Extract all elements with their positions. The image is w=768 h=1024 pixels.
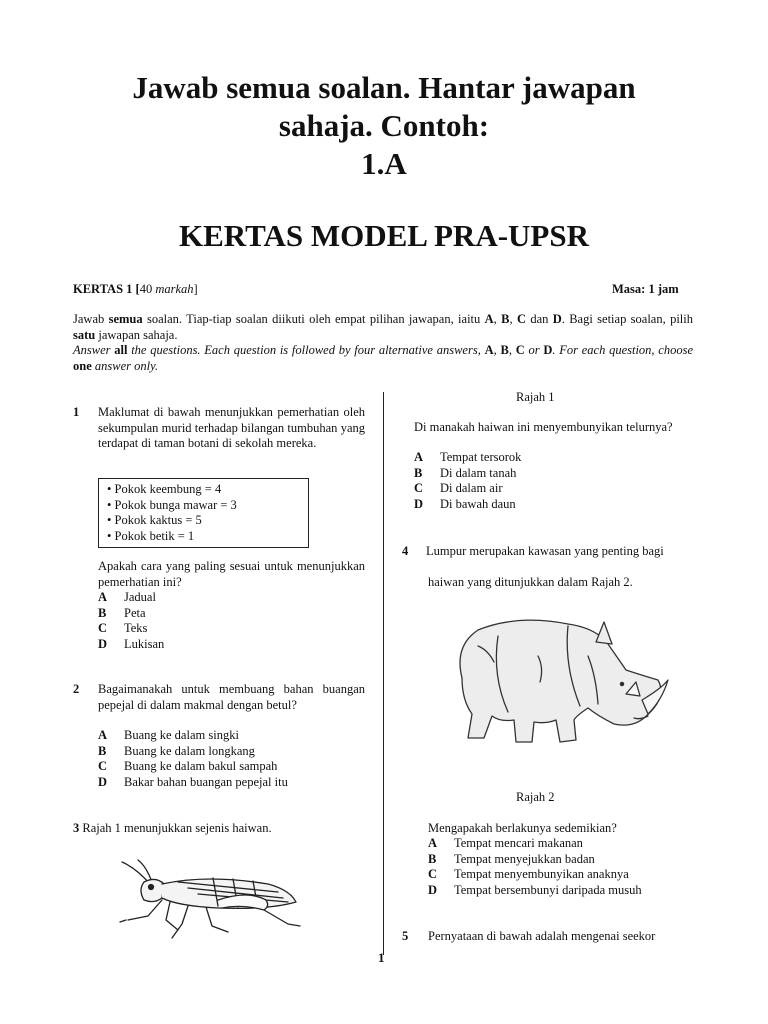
option-letter: C	[98, 621, 108, 635]
question-3-options	[414, 450, 694, 512]
option-a[interactable]	[414, 450, 694, 466]
option-text: Di dalam tanah	[440, 465, 517, 480]
option-text: Tempat menyejukkan badan	[454, 851, 595, 866]
question-1-prompt: Apakah cara yang paling sesuai untuk menunjukkan pemerhatian ini?	[98, 559, 365, 589]
paper-label-close: ]	[193, 282, 198, 296]
option-c[interactable]	[428, 867, 698, 883]
question-4-options	[428, 836, 698, 898]
option-letter: B	[414, 465, 423, 480]
instr-bold: B	[501, 312, 510, 326]
option-letter: A	[414, 450, 424, 464]
option-text: Teks	[124, 621, 148, 635]
time-allowed: Masa: 1 jam	[612, 282, 679, 296]
column-divider	[383, 392, 384, 955]
instruction-title-line2: sahaja. Contoh:	[278, 108, 490, 143]
instr-text: ,	[509, 312, 517, 326]
option-text: Tempat bersembunyi daripada musuh	[454, 882, 642, 897]
instr-bold: D	[552, 312, 562, 326]
instr-bold: one	[73, 358, 92, 373]
option-text: Buang ke dalam longkang	[124, 743, 255, 758]
instr-text: Jawab	[73, 312, 109, 326]
instr-text: dan	[525, 312, 553, 326]
option-text: Peta	[124, 605, 146, 620]
question-3-number: 3	[73, 821, 80, 835]
option-a[interactable]	[98, 728, 368, 744]
question-4-number: 4	[402, 544, 409, 558]
option-a[interactable]	[98, 590, 358, 606]
observation-item: • Pokok bunga mawar = 3	[107, 497, 237, 512]
option-d[interactable]	[98, 775, 368, 791]
instr-text: the questions. Each question is followed by four alternative answers,	[127, 343, 485, 357]
option-text: Jadual	[124, 590, 156, 604]
option-letter: B	[98, 743, 107, 758]
question-4-prompt: Mengapakah berlakunya sedemikian?	[428, 821, 617, 835]
figure-2-label: Rajah 2	[516, 790, 555, 804]
paper-marks: 40	[139, 282, 153, 296]
instr-text: or	[524, 343, 544, 357]
option-b[interactable]	[428, 852, 698, 868]
option-text: Bakar bahan buangan pepejal itu	[124, 774, 288, 789]
option-text: Di dalam air	[440, 481, 503, 495]
option-text: Tempat tersorok	[440, 450, 522, 464]
observation-item: • Pokok keembung = 4	[107, 482, 222, 496]
option-b[interactable]	[98, 606, 358, 622]
instr-text: ,	[493, 312, 502, 326]
option-letter: D	[98, 636, 108, 651]
observation-item: • Pokok betik = 1	[107, 528, 195, 543]
option-c[interactable]	[98, 621, 358, 637]
paper-marks-word: markah	[155, 282, 194, 296]
instr-bold: all	[114, 343, 128, 357]
option-d[interactable]	[428, 883, 698, 899]
instructions-english	[73, 343, 693, 374]
grasshopper-illustration	[118, 860, 303, 940]
option-letter: D	[428, 882, 438, 897]
option-letter: C	[98, 759, 108, 773]
instr-bold: B	[500, 343, 509, 357]
question-2-number: 2	[73, 682, 80, 696]
instructions-malay	[73, 312, 693, 343]
option-text: Tempat mencari makanan	[454, 836, 583, 850]
question-4-text-line1: Lumpur merupakan kawasan yang penting bagi	[426, 544, 664, 558]
observation-box	[98, 478, 309, 548]
instr-text: answer only.	[91, 358, 159, 373]
instr-bold: satu	[73, 327, 96, 342]
question-3-prompt: Di manakah haiwan ini menyembunyikan telurnya?	[414, 420, 673, 434]
option-letter: A	[428, 836, 438, 850]
page-title: KERTAS MODEL PRA-UPSR	[179, 218, 589, 253]
option-b[interactable]	[414, 466, 694, 482]
option-letter: C	[414, 481, 424, 495]
question-1-number: 1	[73, 405, 80, 419]
observation-item: • Pokok kaktus = 5	[107, 513, 202, 527]
instruction-title-line3: 1.A	[361, 146, 407, 181]
option-text: Buang ke dalam singki	[124, 728, 239, 742]
rhinoceros-illustration	[448, 616, 670, 746]
instr-text: . Bagi setiap soalan, pilih	[561, 312, 693, 326]
option-text: Buang ke dalam bakul sampah	[124, 759, 278, 773]
option-letter: B	[98, 605, 107, 620]
option-letter: B	[428, 851, 437, 866]
instr-text: jawapan sahaja.	[95, 327, 178, 342]
instr-bold: semua	[108, 312, 143, 326]
paper-label-bold: KERTAS 1 [	[73, 282, 140, 296]
question-2-text: Bagaimanakah untuk membuang bahan buangan pepejal di dalam makmal dengan betul?	[98, 682, 365, 712]
question-5-number: 5	[402, 929, 409, 943]
question-2-options	[98, 728, 368, 790]
question-1-options	[98, 590, 358, 652]
figure-1-label: Rajah 1	[516, 390, 555, 404]
option-b[interactable]	[98, 744, 368, 760]
option-letter: A	[98, 728, 108, 742]
instr-bold: A	[484, 343, 494, 357]
option-text: Tempat menyembunyikan anaknya	[454, 867, 629, 881]
option-text: Di bawah daun	[440, 496, 516, 511]
option-letter: D	[98, 774, 108, 789]
question-3-stem: Rajah 1 menunjukkan sejenis haiwan.	[79, 821, 272, 835]
instr-bold: A	[484, 312, 494, 326]
page-number: 1	[378, 950, 385, 965]
option-a[interactable]	[428, 836, 698, 852]
instruction-title-line1: Jawab semua soalan. Hantar jawapan	[132, 70, 636, 105]
option-letter: C	[428, 867, 438, 881]
instr-text: ,	[493, 343, 501, 357]
option-text: Lukisan	[124, 636, 165, 651]
option-c[interactable]	[98, 759, 368, 775]
option-letter: A	[98, 590, 108, 604]
question-4-text-line2: haiwan yang ditunjukkan dalam Rajah 2.	[428, 575, 633, 589]
instr-text: soalan. Tiap-tiap soalan diikuti oleh empat pilihan jawapan, iaitu	[142, 312, 485, 326]
question-5-text: Pernyataan di bawah adalah mengenai seekor	[428, 929, 656, 943]
option-letter: D	[414, 496, 424, 511]
instr-text: . For each question, choose	[552, 343, 694, 357]
paper-label	[73, 282, 198, 298]
instr-bold: C	[515, 343, 525, 357]
option-d[interactable]	[98, 637, 358, 653]
question-3-text	[73, 821, 272, 837]
option-c[interactable]	[414, 481, 694, 497]
instr-text: Answer	[73, 343, 115, 357]
option-d[interactable]	[414, 497, 694, 513]
instr-text: ,	[508, 343, 516, 357]
question-1-text: Maklumat di bawah menunjukkan pemerhatian oleh sekumpulan murid terhadap bilangan tumbuhan yang terdapat di taman botani di sekolah mereka.	[98, 405, 365, 450]
instr-bold: C	[516, 312, 526, 326]
instr-bold: D	[543, 343, 553, 357]
